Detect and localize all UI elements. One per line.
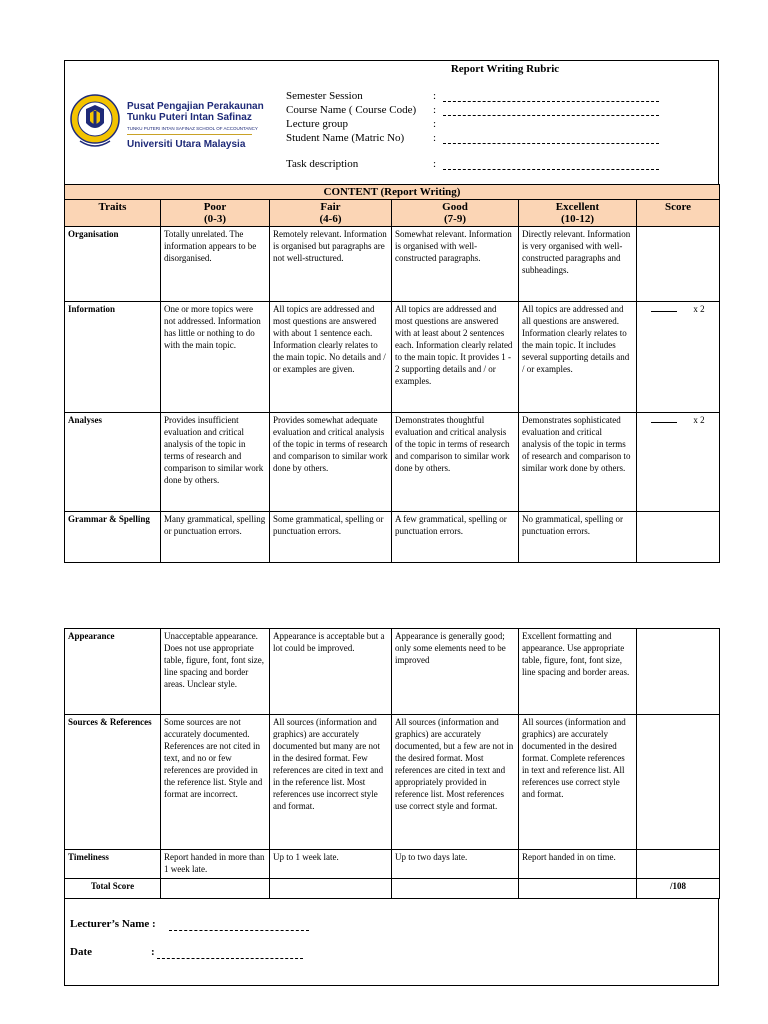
logo-divider — [127, 134, 252, 135]
institution-name-line2: Tunku Puteri Intan Safinaz — [127, 112, 252, 123]
score-cell[interactable] — [637, 413, 720, 512]
col-header-traits: Traits — [65, 200, 161, 227]
lecturer-name-field[interactable] — [169, 930, 309, 931]
excellent-cell: Directly relevant. Information is very organised with well-constructed paragraphs and subheadings. — [519, 227, 637, 302]
course-name-field[interactable] — [443, 115, 659, 116]
col-header-excellent — [519, 200, 637, 227]
good-cell: Somewhat relevant. Information is organised with well-constructed paragraphs. — [392, 227, 519, 302]
table-row — [65, 413, 720, 512]
empty-cell — [161, 879, 270, 899]
institution-name-line3: TUNKU PUTERI INTAN SAFINAZ SCHOOL OF ACCOUNTANCY — [127, 126, 258, 131]
field-label-lecture-group: Lecture group — [286, 118, 348, 130]
trait-cell: Information — [65, 302, 161, 413]
poor-cell: Some sources are not accurately documented. References are not cited in text, and no or few references are provided in the reference list. Style and format are incorrect. — [161, 715, 270, 850]
excellent-cell: All topics are addressed and all questions are answered. Information clearly relates to the main topic. It includes several supporting details and / or examples. — [519, 302, 637, 413]
score-multiplier: x 2 — [693, 304, 705, 314]
score-cell[interactable] — [637, 629, 720, 715]
field-colon: : — [433, 90, 437, 102]
rubric-header — [64, 60, 719, 185]
field-label-student: Student Name (Matric No) — [286, 132, 405, 144]
good-label: Good — [442, 201, 468, 213]
good-cell: All sources (information and graphics) are accurately documented, but a few are not in the desired format. Most references are cited in text and appropriately provided in reference list. Most references use correct style and format. — [392, 715, 519, 850]
field-colon: : — [433, 104, 437, 116]
date-field[interactable] — [157, 958, 303, 959]
table-row — [65, 629, 720, 715]
fair-cell: Provides somewhat adequate evaluation and critical analysis of the topic in terms of research and comparison to similar work done by others. — [270, 413, 392, 512]
poor-cell: Provides insufficient evaluation and critical analysis of the topic in terms of research and comparison to similar work done by others. — [161, 413, 270, 512]
good-range: (7-9) — [444, 213, 466, 225]
poor-range: (0-3) — [204, 213, 226, 225]
table-row — [65, 227, 720, 302]
uum-crest-icon — [70, 89, 120, 155]
content-rubric-table — [64, 184, 720, 563]
excellent-cell: All sources (information and graphics) are accurately documented in the desired format. Complete references in text and reference list. All references use correct style and format. — [519, 715, 637, 850]
lecturer-name-label: Lecturer’s Name : — [70, 918, 156, 930]
content-rubric-table-continued — [64, 628, 720, 899]
fair-cell: Some grammatical, spelling or punctuation errors. — [270, 512, 392, 563]
semester-session-field[interactable] — [443, 101, 659, 102]
col-header-good — [392, 200, 519, 227]
good-cell: Demonstrates thoughtful evaluation and critical analysis of the topic in terms of research and comparison to similar work done by others. — [392, 413, 519, 512]
empty-cell — [392, 879, 519, 899]
fair-cell: Up to 1 week late. — [270, 850, 392, 879]
section-title-row — [65, 185, 720, 200]
institution-logo-area — [65, 61, 285, 184]
excellent-cell: No grammatical, spelling or punctuation errors. — [519, 512, 637, 563]
fair-range: (4-6) — [319, 213, 342, 225]
trait-cell: Organisation — [65, 227, 161, 302]
table-row — [65, 302, 720, 413]
empty-cell — [519, 879, 637, 899]
excellent-cell: Excellent formatting and appearance. Use appropriate table, figure, font, font size, line spacing and border areas. — [519, 629, 637, 715]
score-cell[interactable] — [637, 715, 720, 850]
trait-cell: Appearance — [65, 629, 161, 715]
trait-cell: Timeliness — [65, 850, 161, 879]
total-row — [65, 879, 720, 899]
fair-cell: All topics are addressed and most questions are answered with about 1 sentence each. Information clearly relates to the main topic. No details and / or examples are given. — [270, 302, 392, 413]
trait-cell: Grammar & Spelling — [65, 512, 161, 563]
good-cell: A few grammatical, spelling or punctuation errors. — [392, 512, 519, 563]
poor-label: Poor — [203, 201, 227, 213]
table-row — [65, 512, 720, 563]
field-label-course: Course Name ( Course Code) — [286, 104, 417, 116]
trait-cell: Sources & References — [65, 715, 161, 850]
score-cell[interactable] — [637, 512, 720, 563]
poor-cell: Totally unrelated. The information appears to be disorganised. — [161, 227, 270, 302]
table-row — [65, 850, 720, 879]
fair-label: Fair — [320, 201, 341, 213]
task-description-field[interactable] — [443, 169, 659, 170]
col-header-score: Score — [637, 200, 720, 227]
score-cell[interactable] — [637, 302, 720, 413]
col-header-fair — [270, 200, 392, 227]
rubric-title: Report Writing Rubric — [450, 63, 560, 75]
fair-cell: Remotely relevant. Information is organised but paragraphs are not well-structured. — [270, 227, 392, 302]
header-row — [65, 200, 720, 227]
score-multiplier: x 2 — [693, 415, 705, 425]
poor-cell: Report handed in more than 1 week late. — [161, 850, 270, 879]
fair-cell: Appearance is acceptable but a lot could be improved. — [270, 629, 392, 715]
field-colon: : — [433, 132, 437, 144]
table-row — [65, 715, 720, 850]
field-colon: : — [433, 158, 437, 170]
poor-cell: Many grammatical, spelling or punctuation errors. — [161, 512, 270, 563]
field-colon: : — [433, 118, 437, 130]
field-label-task: Task description — [286, 158, 359, 170]
field-label-semester: Semester Session — [286, 90, 363, 102]
empty-cell — [270, 879, 392, 899]
total-label: Total Score — [65, 879, 161, 899]
section-title: CONTENT (Report Writing) — [65, 185, 720, 200]
poor-cell: One or more topics were not addressed. Information has little or nothing to do with the main topic. — [161, 302, 270, 413]
poor-cell: Unacceptable appearance. Does not use appropriate table, figure, font, font size, line spacing and border areas. Unclear style. — [161, 629, 270, 715]
score-cell[interactable] — [637, 850, 720, 879]
date-colon: : — [151, 946, 155, 958]
good-cell: Up to two days late. — [392, 850, 519, 879]
col-header-poor — [161, 200, 270, 227]
excellent-cell: Demonstrates sophisticated evaluation and critical analysis of the topic in terms of research and comparison to similar work done by others. — [519, 413, 637, 512]
student-name-field[interactable] — [443, 143, 659, 144]
total-score-cell[interactable]: /108 — [637, 879, 720, 899]
good-cell: Appearance is generally good; only some elements need to be improved — [392, 629, 519, 715]
trait-cell: Analyses — [65, 413, 161, 512]
excellent-label: Excellent — [555, 201, 600, 213]
excellent-cell: Report handed in on time. — [519, 850, 637, 879]
score-blank[interactable] — [651, 414, 677, 423]
fair-cell: All sources (information and graphics) are accurately documented but many are not in the desired format. Few references are cited in text and in the reference list. Most references use incorrect style and format. — [270, 715, 392, 850]
score-blank[interactable] — [651, 303, 677, 312]
score-cell[interactable] — [637, 227, 720, 302]
university-name: Universiti Utara Malaysia — [127, 139, 246, 150]
excellent-range: (10-12) — [561, 213, 594, 225]
good-cell: All topics are addressed and most questions are answered with at least about 2 sentences each. Information clearly related to the main topic. It provides 1 - 2 supporting details and / or examples. — [392, 302, 519, 413]
institution-name-line1: Pusat Pengajian Perakaunan — [127, 101, 264, 112]
signature-block — [64, 898, 719, 986]
date-label: Date — [70, 946, 92, 958]
